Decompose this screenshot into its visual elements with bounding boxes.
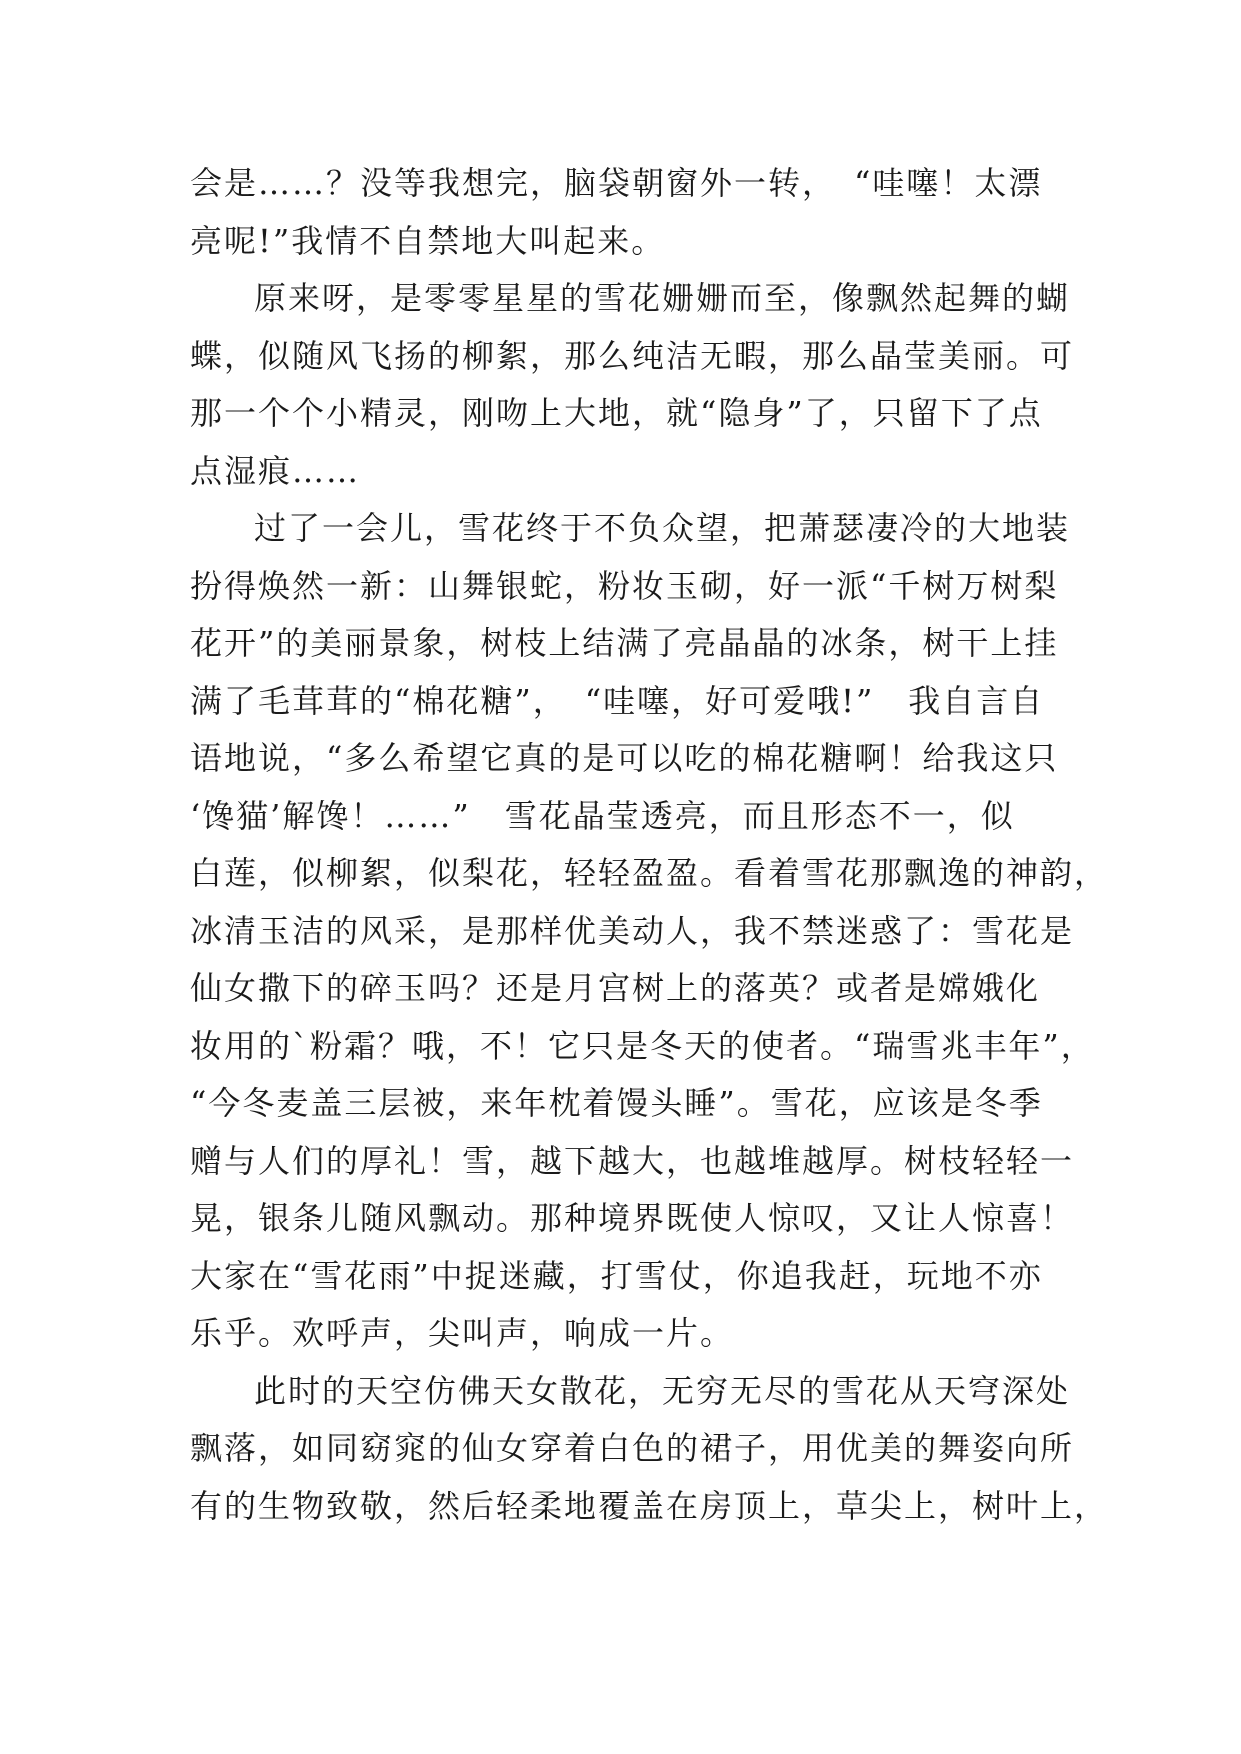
- text-line: ‘馋猫’解馋！……” 雪花晶莹透亮，而且形态不一，似: [190, 796, 1015, 835]
- text-line: 满了毛茸茸的“棉花糖”， “哇噻，好可爱哦!” 我自言自: [190, 681, 1045, 720]
- text-line: 妆用的`粉霜？哦，不！它只是冬天的使者。“瑞雪兆丰年”，: [190, 1026, 1095, 1065]
- text-line: 亮呢!”我情不自禁地大叫起来。: [190, 221, 666, 260]
- text-line: 晃，银条儿随风飘动。那种境界既使人惊叹，又让人惊喜！: [190, 1199, 1075, 1237]
- text-line: 语地说，“多么希望它真的是可以吃的棉花糖啊！给我这只: [190, 739, 1059, 777]
- text-line: 过了一会儿，雪花终于不负众望，把萧瑟凄冷的大地装: [254, 509, 1071, 547]
- text-line: 那一个个小精灵，刚吻上大地，就“隐身”了，只留下了点: [190, 394, 1043, 432]
- text-line: 仙女撒下的碎玉吗？还是月宫树上的落英？或者是嫦娥化: [190, 969, 1041, 1007]
- text-line: 原来呀，是零零星星的雪花姗姗而至，像飘然起舞的蝴: [254, 279, 1071, 317]
- text-line: 蝶，似随风飞扬的柳絮，那么纯洁无暇，那么晶莹美丽。可: [190, 336, 1075, 375]
- document-body: [190, 155, 1109, 1535]
- text-line: “今冬麦盖三层被，来年枕着馒头睡”。雪花，应该是冬季: [190, 1084, 1043, 1122]
- text-line: 白莲，似柳絮，似梨花，轻轻盈盈。看着雪花那飘逸的神韵，: [190, 854, 1109, 892]
- text-line: 花开”的美丽景象，树枝上结满了亮晶晶的冰条，树干上挂: [190, 624, 1059, 662]
- text-line: 点湿痕……: [190, 451, 361, 490]
- text-line: 会是……？没等我想完，脑袋朝窗外一转， “哇噻！太漂: [190, 164, 1043, 202]
- text-line: 冰清玉洁的风采，是那样优美动人，我不禁迷惑了：雪花是: [190, 911, 1075, 950]
- text-line: 乐乎。欢呼声，尖叫声，响成一片。: [190, 1314, 735, 1352]
- text-line: 赠与人们的厚礼！雪，越下越大，也越堆越厚。树枝轻轻一: [190, 1141, 1075, 1180]
- text-line: 扮得焕然一新：山舞银蛇，粉妆玉砌，好一派“千树万树梨: [190, 566, 1059, 605]
- text-line: 此时的天空仿佛天女散花，无穷无尽的雪花从天穹深处: [254, 1371, 1071, 1410]
- text-line: 飘落，如同窈窕的仙女穿着白色的裙子，用优美的舞姿向所: [190, 1429, 1075, 1467]
- text-line: 大家在“雪花雨”中捉迷藏，打雪仗，你追我赶，玩地不亦: [190, 1256, 1043, 1295]
- text-line: 有的生物致敬，然后轻柔地覆盖在房顶上，草尖上，树叶上，: [190, 1486, 1109, 1525]
